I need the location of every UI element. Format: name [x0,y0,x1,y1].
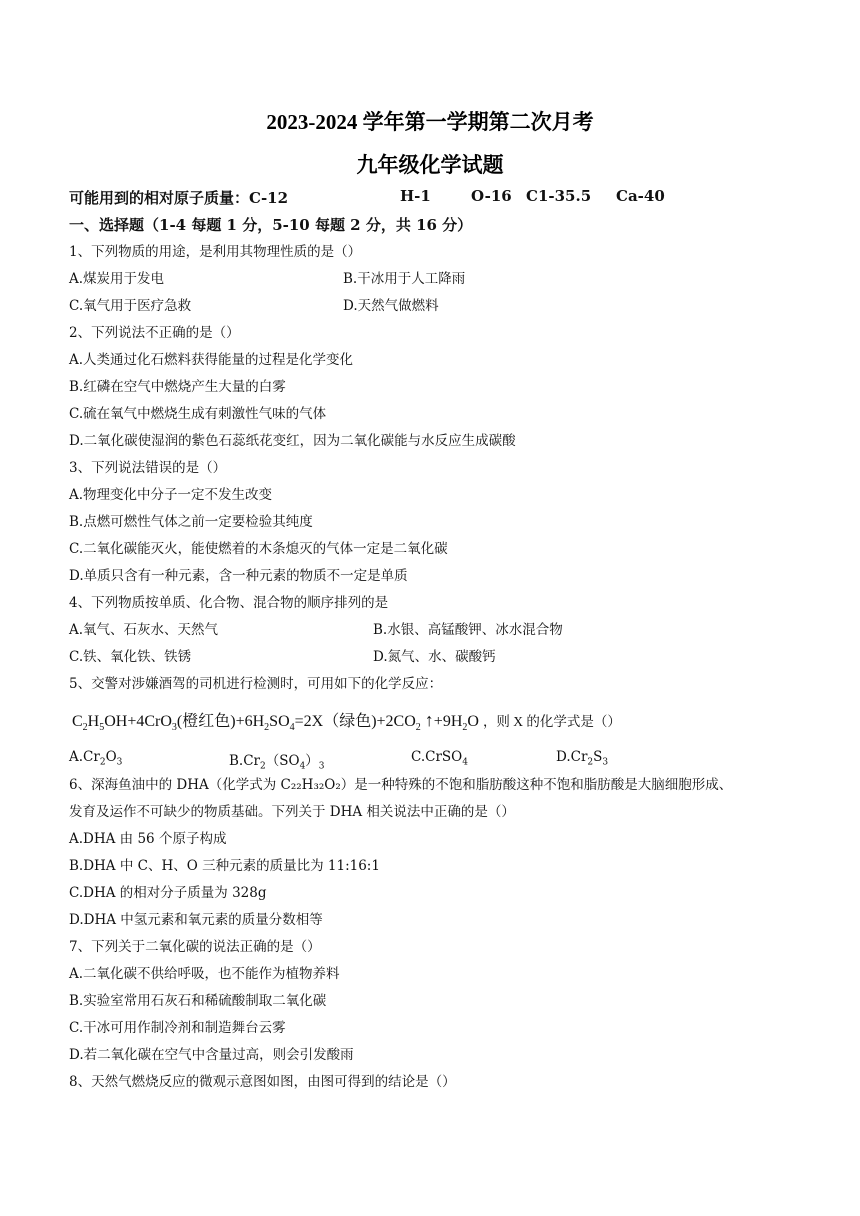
exam-title: 2023-2024 学年第一学期第二次月考 [266,110,594,134]
q7-option-b: B.实验室常用石灰石和稀硫酸制取二氧化碳 [69,993,327,1009]
q6-option-a: A.DHA 由 56 个原子构成 [69,831,227,847]
question-4-stem: 4、下列物质按单质、化合物、混合物的顺序排列的是 [69,595,389,611]
q1-option-a: A.煤炭用于发电 [69,271,165,287]
q3-option-d: D.单质只含有一种元素，含一种元素的物质不一定是单质 [69,568,408,584]
q3-option-c: C.二氧化碳能灭火，能使燃着的木条熄灭的气体一定是二氧化碳 [69,541,448,557]
exam-subtitle: 九年级化学试题 [356,153,504,177]
q4-option-c: C.铁、氧化铁、铁锈 [69,649,192,665]
atomic-mass-label: 可能用到的相对原子质量：C-12 [69,189,289,207]
question-6-stem-line2: 发育及运作不可缺少的物质基础。下列关于 DHA 相关说法中正确的是（） [69,804,515,820]
q2-option-c: C.硫在氧气中燃烧生成有刺激性气味的气体 [69,406,327,422]
q2-option-a: A.人类通过化石燃料获得能量的过程是化学变化 [69,352,354,368]
question-6-stem-line1: 6、深海鱼油中的 DHA（化学式为 C₂₂H₃₂O₂）是一种特殊的不饱和脂肪酸这种不饱和脂肪酸是大脑细胞形成、 [69,777,733,793]
atomic-mass-cl: C1-35.5 [526,187,592,205]
q5-option-c: C.CrSO$_4$ [411,749,468,768]
q6-option-d: D.DHA 中氢元素和氧元素的质量分数相等 [69,912,323,928]
q1-option-b: B.干冰用于人工降雨 [343,271,466,287]
q1-option-c: C.氧气用于医疗急救 [69,298,192,314]
atomic-mass-o: O-16 [471,187,512,205]
q6-option-b: B.DHA 中 C、H、O 三种元素的质量比为 11:16:1 [69,858,380,874]
atomic-mass-h: H-1 [400,187,431,205]
question-2-stem: 2、下列说法不正确的是（） [69,325,240,341]
q4-option-a: A.氧气、石灰水、天然气 [69,622,219,638]
q5-option-d: $D.Cr_2S_3$ [556,749,609,768]
question-5-stem: 5、交警对涉嫌酒驾的司机进行检测时，可用如下的化学反应： [69,676,443,692]
q6-option-c: C.DHA 的相对分子质量为 328g [69,885,267,901]
equation-tail: ，则 X 的化学式是（） [482,714,621,729]
q3-option-b: B.点燃可燃性气体之前一定要检验其纯度 [69,514,313,530]
q4-option-d: D.氮气、水、碳酸钙 [373,649,496,665]
question-3-stem: 3、下列说法错误的是（） [69,460,227,476]
q5-option-b: $B.Cr_2(SO_4)_3$ [229,753,325,772]
question-7-stem: 7、下列关于二氧化碳的说法正确的是（） [69,939,321,955]
atomic-mass-ca: Ca-40 [616,187,665,205]
q2-option-d: D.二氧化碳使湿润的紫色石蕊纸花变红，因为二氧化碳能与水反应生成碳酸 [69,433,516,449]
q7-option-a: A.二氧化碳不供给呼吸，也不能作为植物养料 [69,966,340,982]
q7-option-c: C.干冰可用作制冷剂和制造舞台云雾 [69,1020,286,1036]
q5-option-a: $A.Cr_2O_3$ [69,749,123,768]
q4-option-b: B.水银、高锰酸钾、冰水混合物 [373,622,563,638]
gas-arrow-icon: ↑ [424,710,434,730]
q7-option-d: D.若二氧化碳在空气中含量过高，则会引发酸雨 [69,1047,354,1063]
q3-option-a: A.物理变化中分子一定不发生改变 [69,487,273,503]
atomic-mass-line [69,187,829,209]
section-title: 一、选择题（1-4 每题 1 分，5-10 每题 2 分，共 16 分） [69,216,473,234]
q1-option-d: D.天然气做燃料 [343,298,439,314]
question-1-stem: 1、下列物质的用途，是利用其物理性质的是（） [69,244,362,260]
reaction-equation: $C_2H_5OH+4CrO_3$(橙红色)$+6H_2SO_4=2X$（绿色)$+2CO_2$ $↑+9H_2O$ ，则 X 的化学式是（） [72,710,621,734]
q2-option-b: B.红磷在空气中燃烧产生大量的白雾 [69,379,286,395]
question-8-stem: 8、天然气燃烧反应的微观示意图如图，由图可得到的结论是（） [69,1074,456,1090]
